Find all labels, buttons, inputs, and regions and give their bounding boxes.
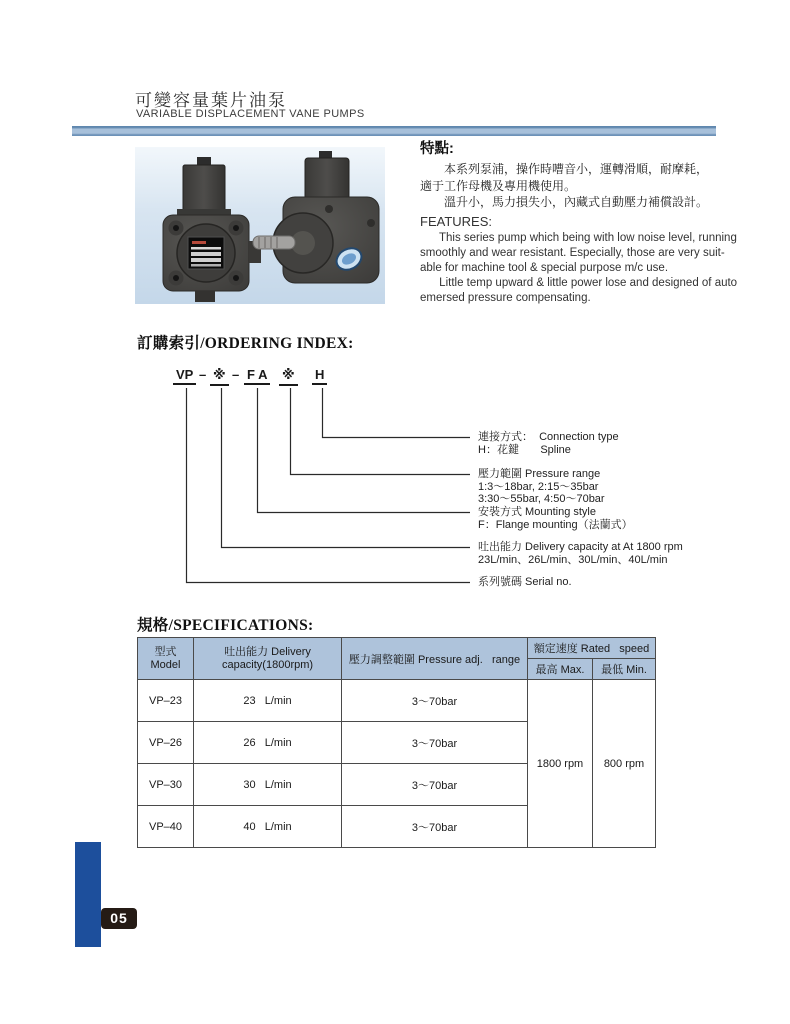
page-title: 可變容量葉片油泵 xyxy=(135,91,287,110)
features-zh-line: 適于工作母機及專用機使用。 xyxy=(420,178,577,193)
features-zh-line: 本系列泵浦，操作時嘈音小，運轉滑順，耐摩耗， xyxy=(420,162,709,176)
cell-rated-max: 1800 rpm xyxy=(528,680,593,848)
col-header-pressure: 壓力調整範圍 Pressure adj. range xyxy=(342,638,528,680)
specifications-table-wrap xyxy=(137,637,656,848)
code-dash: – xyxy=(199,367,207,382)
callout-line: 安裝方式 Mounting style xyxy=(478,506,596,518)
callout-serial-no xyxy=(478,576,572,589)
col-header-model-en: Model xyxy=(150,658,181,671)
callout-mounting-style xyxy=(478,506,633,531)
ordering-index-heading: 訂購索引/ORDERING INDEX: xyxy=(137,335,354,352)
cell-model: VP–30 xyxy=(138,764,194,806)
callout-delivery-capacity xyxy=(478,541,683,566)
callout-line: 壓力範圍 Pressure range xyxy=(478,468,601,480)
cell-pressure: 3～70bar xyxy=(342,680,528,722)
page-number-badge: 05 xyxy=(101,908,137,929)
features-en-line: smoothly and wear resistant. Especially, those are very suit- xyxy=(420,246,725,259)
code-pressure-mark: ※ xyxy=(279,367,298,386)
vane-pumps-illustration xyxy=(135,147,385,304)
code-connection: H xyxy=(312,367,327,385)
cell-model: VP–23 xyxy=(138,680,194,722)
features-en-line: Little temp upward & little power lose and designed of auto xyxy=(420,276,738,289)
callout-line: 吐出能力 Delivery capacity at At 1800 rpm xyxy=(478,541,683,553)
cell-capacity: 30 L/min xyxy=(194,764,342,806)
callout-line: 1:3～18bar, 2:15～35bar xyxy=(478,480,599,493)
product-photo xyxy=(135,147,385,304)
callout-line: 3:30～55bar, 4:50～70bar xyxy=(478,493,605,505)
callout-line: H：花鍵 Spline xyxy=(478,443,571,456)
callout-pressure-range xyxy=(478,468,605,506)
features-heading-zh: 特點: xyxy=(420,141,454,157)
pump-angled-view xyxy=(253,151,379,283)
col-header-model-zh: 型式 xyxy=(154,645,177,658)
code-series: VP xyxy=(173,367,196,385)
features-en-line: This series pump which being with low noise level, running xyxy=(420,231,737,244)
table-row xyxy=(138,680,656,722)
specifications-table xyxy=(137,637,656,848)
features-zh-line: 溫升小，馬力損失小，內藏式自動壓力補償設計。 xyxy=(420,195,709,209)
features-section xyxy=(420,137,745,306)
col-header-capacity xyxy=(194,638,342,680)
cell-capacity: 26 L/min xyxy=(194,722,342,764)
features-heading-en: FEATURES: xyxy=(420,213,492,229)
features-en-line: able for machine tool & special purpose m/c use. xyxy=(420,261,669,274)
cell-pressure: 3～70bar xyxy=(342,764,528,806)
cell-rated-min: 800 rpm xyxy=(593,680,656,848)
code-mounting: F A xyxy=(244,367,270,385)
cell-model: VP–26 xyxy=(138,722,194,764)
page-subtitle: VARIABLE DISPLACEMENT VANE PUMPS xyxy=(136,108,365,120)
cell-model: VP–40 xyxy=(138,806,194,848)
col-header-capacity-line2: capacity(1800rpm) xyxy=(221,658,314,671)
cell-pressure: 3～70bar xyxy=(342,722,528,764)
callout-line: 系列號碼 Serial no. xyxy=(478,576,572,588)
side-accent-block xyxy=(75,842,101,947)
cell-pressure: 3～70bar xyxy=(342,806,528,848)
callout-line: 連接方式： Connection type xyxy=(478,431,619,443)
pump-front-view xyxy=(163,157,261,302)
code-dash: – xyxy=(232,367,240,382)
col-header-max: 最高 Max. xyxy=(528,659,593,680)
callout-line: 23L/min、26L/min、30L/min、40L/min xyxy=(478,553,668,566)
col-header-capacity-line1: 吐出能力 Delivery xyxy=(224,645,311,658)
col-header-min: 最低 Min. xyxy=(593,659,656,680)
cell-capacity: 23 L/min xyxy=(194,680,342,722)
cell-capacity: 40 L/min xyxy=(194,806,342,848)
col-header-rated-speed: 額定速度 Rated speed xyxy=(528,638,656,659)
callout-connection-type xyxy=(478,431,619,456)
header-accent-bar xyxy=(72,126,716,136)
code-capacity-mark: ※ xyxy=(210,367,229,386)
specifications-heading: 規格/SPECIFICATIONS: xyxy=(137,617,314,634)
col-header-model xyxy=(138,638,194,680)
features-en-line: emersed pressure compensating. xyxy=(420,291,591,304)
callout-line: F：Flange mounting（法蘭式） xyxy=(478,518,633,531)
